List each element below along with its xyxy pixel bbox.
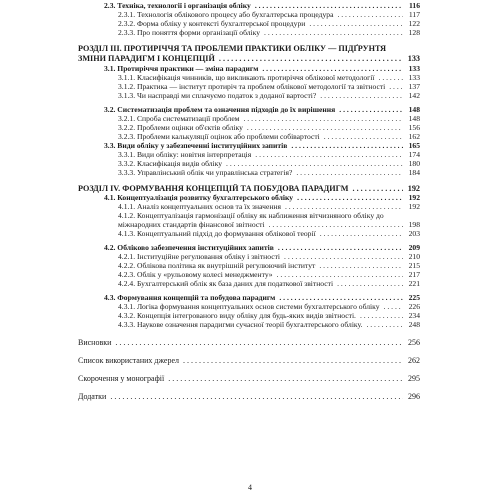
toc-entry [78,64,420,73]
toc-entry-page: 165 [403,141,420,150]
toc-entry-title: 2.3.3. Про поняття форми організації обліку [118,28,261,37]
toc-entry-title: 3.1.2. Практика — інститут протиріч та проблем облікової методології та звітності [118,81,386,91]
toc-entry [78,193,420,202]
toc-entry-page: 256 [403,338,420,347]
toc-entry-page: 296 [403,392,420,401]
toc-entry-page: 117 [403,10,420,19]
toc-entry-page: 215 [403,261,420,270]
toc-entry-page: 116 [403,1,420,10]
toc-entry-page: 148 [403,114,420,123]
toc-entry-title: 3.2.3. Проблеми калькуляції оцінок або проблеми собівартості [118,131,320,141]
toc-entry-page: 295 [403,374,420,383]
toc-entry-title: 4.3.3. Наукове означення парадигми сучасної теорії бухгалтерського обліку. [118,320,363,330]
toc-entry [78,293,420,302]
toc-entry-page: 128 [403,28,420,37]
toc-entry [78,73,420,82]
table-of-contents [78,1,420,401]
toc-entry [78,105,420,114]
toc-entry [78,338,420,347]
toc-entry-title: 4.3.2. Концепція інтегрованого виду обліку для будь-яких видів звітності. [118,311,356,321]
toc-entry-page: 210 [403,252,420,261]
toc-entry-page: 234 [403,311,420,320]
toc-entry-title: 4.2.3. Облік у «рульовому колесі менеджменту» [118,270,273,280]
toc-entry-title: 3.2.2. Проблеми оцінки об'єктів обліку [118,122,243,132]
toc-entry-title: 4.2.2. Облікова політика як внутрішній регулюючий інститут [118,261,316,271]
toc-entry-title: 4.1. Концептуалізація розвитку бухгалтерського обліку [104,193,294,203]
toc-entry-page: 209 [403,243,420,252]
toc-entry-title: 4.2.4. Бухгалтерський облік як база даних для податкової звітності [118,279,334,289]
toc-entry [78,243,420,252]
toc-entry [78,184,420,194]
toc-entry [78,19,420,28]
toc-entry [78,1,420,10]
toc-entry [78,261,420,270]
toc-entry [78,229,420,238]
toc-entry [78,141,420,150]
toc-entry-page: 262 [403,356,420,365]
toc-entry-title: Додатки [78,392,107,402]
toc-entry-title: РОЗДІЛ IV. ФОРМУВАННЯ КОНЦЕПЦІЙ ТА ПОБУДОВА ПАРАДИГМ [78,183,349,193]
toc-entry [78,311,420,320]
toc-entry-title: 4.1.1. Аналіз концептуальних основ та їх значення [118,202,281,212]
toc-entry [78,168,420,177]
toc-entry-title: 3.3.1. Види обліку: новітня інтерпретація [118,149,252,159]
toc-entry-page: 217 [403,270,420,279]
toc-entry-page: 225 [403,293,420,302]
toc-entry [78,302,420,311]
toc-entry [78,44,420,64]
toc-entry-title: 4.1.2. Концептуалізація гармонізації обліку як наближення вітчизняного обліку до міжнародних стандартів фінансової звітності [118,211,384,230]
toc-entry-page: 142 [403,91,420,100]
toc-entry-page: 248 [403,320,420,329]
toc-entry-title: Висновки [78,338,112,348]
toc-entry-title: 3.1.1. Класифікація чинників, що викликають протиріччя облікової методології [118,72,375,82]
toc-entry [78,10,420,19]
toc-entry [78,279,420,288]
toc-entry-title: 3.3.2. Класифікація видів обліку [118,158,223,168]
toc-entry [78,114,420,123]
toc-entry-page: 133 [403,54,420,64]
toc-entry-page: 192 [403,184,420,194]
toc-entry-page: 226 [403,302,420,311]
toc-entry-page: 137 [403,82,420,91]
toc-entry [78,374,420,383]
toc-entry [78,150,420,159]
toc-entry [78,123,420,132]
toc-entry-page: 148 [403,105,420,114]
toc-entry-page: 174 [403,150,420,159]
toc-entry-title: 4.3. Формування концепцій та побудова парадигм [104,293,276,303]
toc-entry-title: РОЗДІЛ ІІІ. ПРОТИРІЧЧЯ ТА ПРОБЛЕМИ ПРАКТИКИ ОБЛІКУ — ПІДҐРУНТЯ ЗМІНИ ПАРАДИГМ І КОНЦЕПЦІЙ [78,44,387,63]
toc-entry [78,159,420,168]
toc-entry-page: 156 [403,123,420,132]
toc-entry-page: 180 [403,159,420,168]
toc-entry-page: 122 [403,19,420,28]
toc-entry [78,211,420,229]
toc-entry [78,270,420,279]
toc-entry-title: 3.1. Протиріччя практики — зміна парадигм [104,63,259,73]
toc-entry-title: 4.1.3. Концептуальний підхід до формування облікової теорії [118,229,316,239]
toc-entry-title: 2.3.2. Форма обліку у контексті бухгалтерської процедури [118,19,306,28]
toc-entry [78,91,420,100]
toc-entry-title: 3.2. Систематизація проблем та означення підходів до їх вирішення [104,104,336,114]
toc-entry [78,28,420,37]
toc-entry-page: 133 [403,64,420,73]
toc-entry-page: 133 [403,73,420,82]
toc-entry-page: 192 [403,202,420,211]
toc-entry-page: 203 [403,229,420,238]
toc-entry [78,202,420,211]
toc-entry [78,356,420,365]
page-number: 4 [248,483,252,492]
toc-entry [78,392,420,401]
toc-entry-page: 221 [403,279,420,288]
toc-entry-title: 3.3. Види обліку у забезпеченні інституційних запитів [104,140,288,150]
toc-entry-page: 162 [403,132,420,141]
toc-entry-page: 192 [403,193,420,202]
toc-entry-title: 4.2.1. Інституційне регулювання обліку і звітності [118,252,281,262]
toc-entry [78,320,420,329]
toc-entry-title: Скорочення у монографії [78,374,165,384]
toc-entry-title: 4.3.1. Логіка формування концептуальних основ системи бухгалтерського обліку [118,302,380,312]
toc-entry-title: 2.3. Техніка, технології і організація обліку [104,1,251,10]
toc-entry-title: 3.1.3. Чи насправді ми сплачуємо податок з доданої вартості? [118,90,317,100]
toc-entry-title: 4.2. Обліково забезпечення інституційних запитів [104,243,274,253]
toc-entry-title: 2.3.1. Технологія облікового процесу або бухгалтерська процедура [118,10,334,19]
toc-entry [78,252,420,261]
toc-entry-title: 3.3.3. Управлінський облік чи управлінська стратегія? [118,167,293,177]
toc-entry-page: 198 [403,220,420,229]
toc-entry-title: Список використаних джерел [78,356,179,366]
toc-entry [78,132,420,141]
toc-entry-title: 3.2.1. Спроба систематизації проблем [118,113,240,123]
toc-entry-page: 184 [403,168,420,177]
toc-entry [78,82,420,91]
